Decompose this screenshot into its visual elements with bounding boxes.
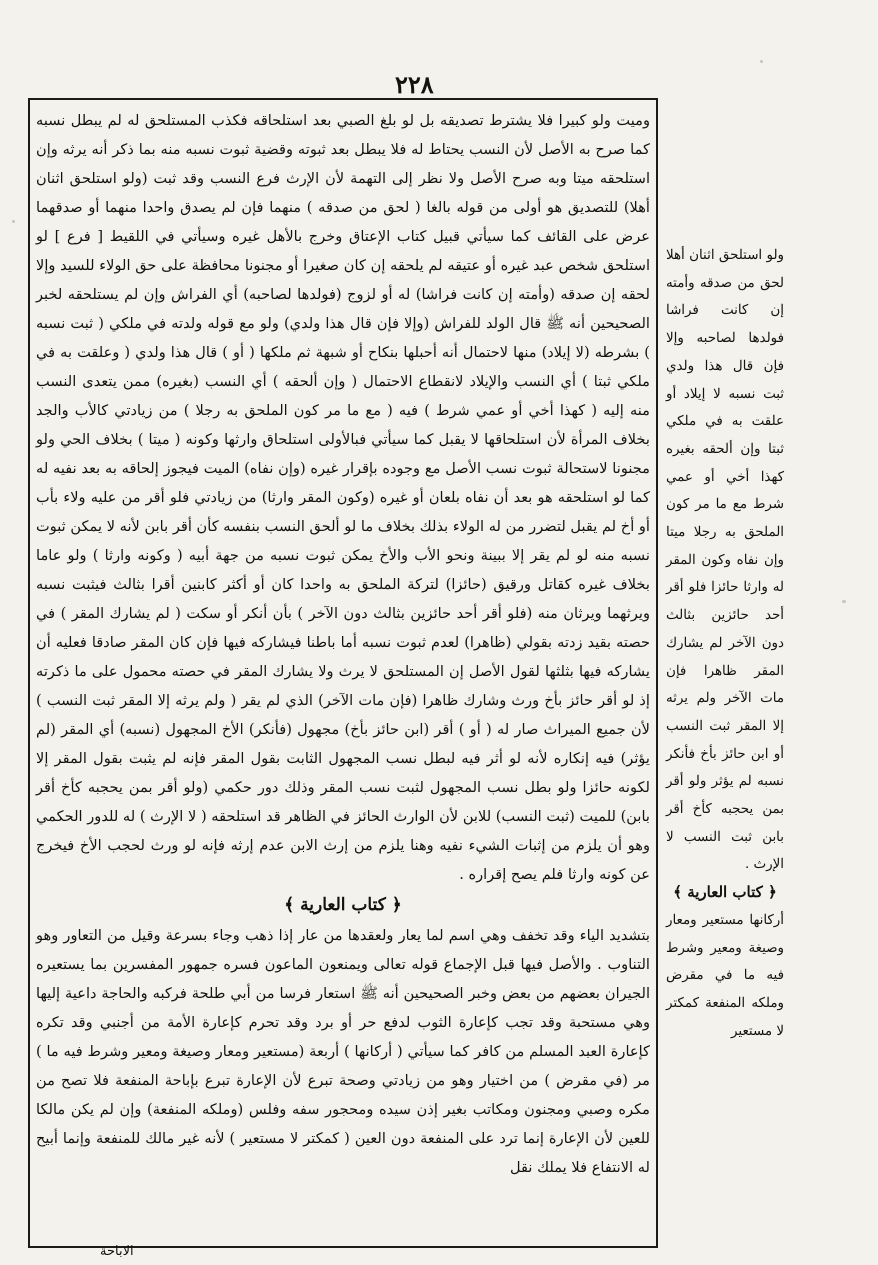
margin-book-heading: ﴿ كتاب العارية ﴾ — [673, 883, 777, 902]
main-paragraph: بتشديد الياء وقد تخفف وهي اسم لما يعار ولعقدها من عار إذا ذهب وجاء بسرعة وقيل من التعاور وهو التناوب . والأصل فيها قبل الإجماع قوله تعالى ويمنعون الماعون فسره جمهور المفسرين بما يستعيره الجيران بعضهم من بعض وخبر الصحيحين أنه ﷺ استعار فرسا من أبي طلحة فركبه والحاجة داعية إليها وهي مستحبة وقد تجب كإعارة الثوب لدفع حر أو برد وقد تحرم كإعارة الأمة من أجنبي وقد تكره كإعارة العبد المسلم من كافر كما سيأتي ( أركانها ) أربعة (مستعير ومعار وصيغة ومعير وشرط فيه ما ) مر (في مقرض ) من اختيار وهو من زيادتي وصحة تبرع لأن الإعارة تبرع بإباحة المنفعة فلا تصح من مكره وصبي ومجنون ومكاتب بغير إذن سيده ومحجور سفه وفلس (وملكه المنفعة) وإن لم يكن مالكا للعين لأن الإعارة إنما ترد على المنفعة دون العين ( كمكتر لا مستعير ) لأنه غير مالك للمنفعة وإنما أبيح له الانتفاع فلا يملك نقل — [36, 927, 650, 1176]
margin-text-block — [666, 242, 784, 1045]
main-text-block — [36, 106, 650, 1182]
book-heading: ﴿ كتاب العارية ﴾ — [284, 895, 402, 915]
main-paragraph: وميت ولو كبيرا فلا يشترط تصديقه بل لو بلغ الصبي بعد استلحاقه فكذب المستلحق له لم يبطل نسبه كما صرح به الأصل لأن النسب يحتاط له فلا يبطل بعد ثبوته وقضية ثبوت نسبه منه بما ذكر أنه يرثه وإن استلحقه ميتا وبه صرح الأصل ولا نظر إلى التهمة لأن الإرث فرع النسب وقد ثبت (ولو استلحق اثنان أهلا) للتصديق هو أولى من قوله بالغا ( لحق من صدقه ) منهما فإن لم يصدق واحدا منهما أو صدقهما عرض على القائف كما سيأتي قبيل كتاب الإعتاق وخرج بالأهل غيره وسيأتي في اللقيط [ فرع ] لو استلحق شخص عبد غيره أو عتيقه لم يلحقه إن كان صغيرا أو مجنونا محافظة على حق الولاء للسيد وإلا لحقه إن صدقه (وأمته إن كانت فراشا) له أو لزوج (فولدها لصاحبه) أي الفراش وإن لم يستلحقه لخبر الصحيحين أنه ﷺ قال الولد للفراش (وإلا فإن قال هذا ولدي) ولو مع قوله ولدته في ملكي ( ثبت نسبه ) بشرطه (لا إيلاد) منها لاحتمال أنه أحبلها بنكاح أو شبهة ثم ملكها ( أو ) قال هذا ولدي ( وعلقت به في ملكي ثبتا ) أي النسب والإيلاد لانقطاع الاحتمال ( وإن ألحقه ) أي النسب (بغيره) ممن يتعدى النسب منه إليه ( كهذا أخي أو عمي شرط ) فيه ( مع ما مر كون الملحق به رجلا ) من زيادتي كالأب والجد بخلاف المرأة لأن استلحاقها لا يقبل كما سيأتي فبالأولى استلحاق وارثها وكونه ( ميتا ) بخلاف الحي ولو مجنونا لاستحالة ثبوت نسب الأصل مع وجوده بإقرار غيره (وإن نفاه) الميت فيجوز إلحاقه به بعد نفيه له كما لو استلحقه هو بعد أن نفاه بلعان أو غيره (وكون المقر وارثا) من زيادتي فلو أقر من عليه ولاء بأب أو أخ لم يقبل لتضرر من له الولاء بذلك بخلاف ما لو ألحق النسب بنفسه كأن أقر بابن لأنه لا يمكن ثبوت نسبه منه لو لم يقر إلا ببينة ونحو الأب والأخ يمكن ثبوت نسبه من جهة أبيه ( وكونه وارثا ) ولو عاما بخلاف غيره كقاتل ورقيق (حائزا) لتركة الملحق به واحدا كان أو أكثر كابنين أقرا بثالث فيثبت نسبه ويرثهما ويرثان منه (فلو أقر أحد حائزين بثالث دون الآخر ) بأن أنكر أو سكت ( لم يشارك المقر ) في حصته بقيد زدته بقولي (ظاهرا) لعدم ثبوت نسبه أما باطنا فيشاركه فيها فإن كان المقر صادقا فعليه أن يشاركه فيها بثلثها لقول الأصل إن المستلحق لا يرث ولا يشارك المقر في حصته محمول على ما ذكرته إذ لو أقر حائز بأخ ورث وشارك ظاهرا (فإن مات الآخر) الذي لم يقر ( ولم يرثه إلا المقر ثبت النسب ) لأن جميع الميراث صار له ( أو ) أقر (ابن حائز بأخ) مجهول (فأنكر) الأخ المجهول (نسبه) أي المقر (لم يؤثر) فيه إنكاره لأنه لو أثر فيه لبطل نسب المجهول الثابت بقول المقر فإنه لم يثبت بقول المقر إلا لكونه حائزا ولو بطل نسب المجهول لثبت نسب المقر وذلك دور حكمي (ولو أقر بمن يحجبه كأخ أقر بابن) للميت (ثبت النسب) للابن لأن الوارث الحائز في الظاهر قد استلحقه ( لا الإرث ) له للدور الحكمي وهو أن يلزم من إثبات الشيء نفيه وهنا يلزم من إرث الابن عدم إرثه فإنه لو ورث لحجب الأخ فيخرج عن كونه وارثا فلم يصح إقراره . — [36, 112, 651, 883]
catchword: الاباحة — [100, 1244, 134, 1259]
paper-speck — [760, 60, 763, 63]
page-number: ٢٢٨ — [395, 70, 434, 99]
paper-speck — [12, 220, 15, 223]
paper-speck — [842, 600, 846, 603]
margin-paragraph: ولو استلحق اثنان أهلا لحق من صدقه وأمته إن كانت فراشا فولدها لصاحبه وإلا فإن قال هذا ولدي ثبت نسبه لا إيلاد أو علقت به في ملكي ثبتا وإن ألحقه بغيره كهذا أخي أو عمي شرط مع ما مر كون الملحق به رجلا ميتا وإن نفاه وكون المقر له وارثا حائزا فلو أقر أحد حائزين بثالث دون الآخر لم يشارك المقر ظاهرا فإن مات الآخر ولم يرثه إلا المقر ثبت النسب أو ابن حائز بأخ فأنكر نسبه لم يؤثر ولو أقر بمن يحجبه كأخ أقر بابن ثبت النسب لا الإرث . — [666, 248, 784, 873]
margin-paragraph: أركانها مستعير ومعار وصيغة ومعير وشرط فيه ما في مقرض وملكه المنفعة كمكتر لا مستعير — [666, 912, 784, 1039]
